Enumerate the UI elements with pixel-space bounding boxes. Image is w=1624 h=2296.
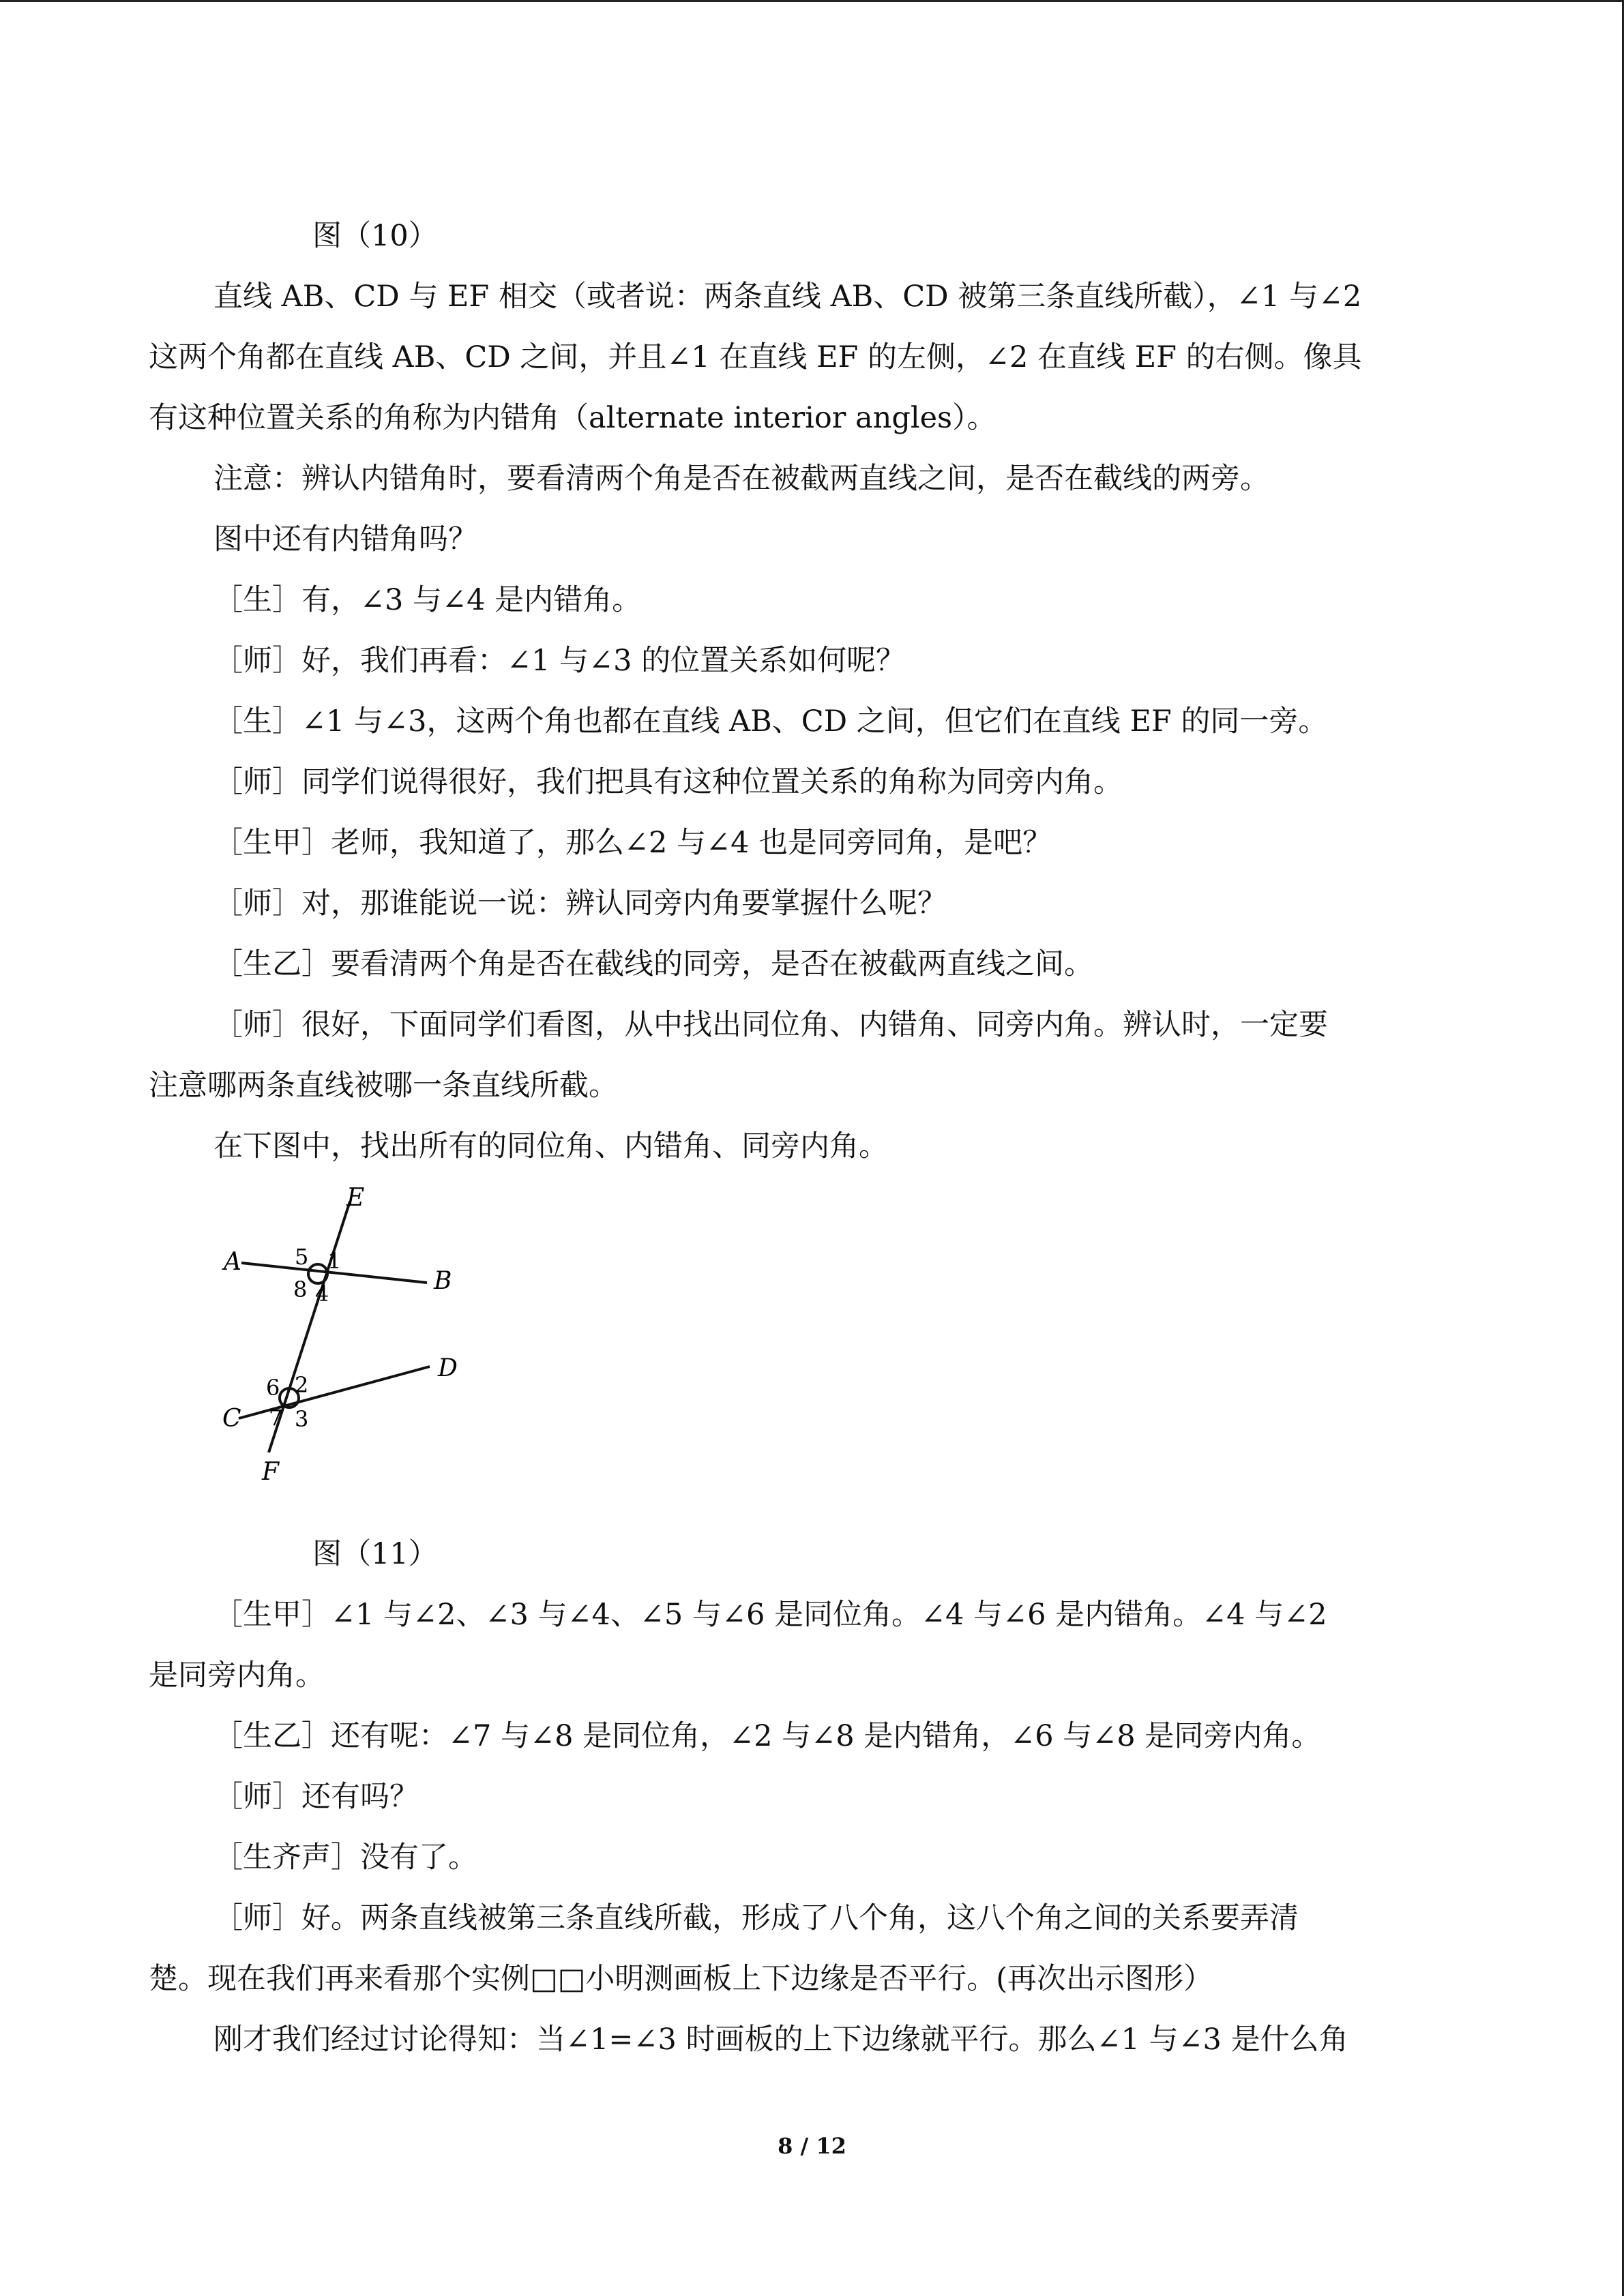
text-line: 注意哪两条直线被哪一条直线所截。 bbox=[149, 1069, 618, 1103]
angle-7: 7 bbox=[269, 1405, 283, 1431]
text-line: ［生齐声］没有了。 bbox=[213, 1840, 477, 1875]
text-line: 有这种位置关系的角称为内错角（alternate interior angles）。 bbox=[149, 401, 996, 435]
text-line: 在下图中，找出所有的同位角、内错角、同旁内角。 bbox=[213, 1129, 888, 1163]
angle-8: 8 bbox=[293, 1277, 308, 1302]
label-d: D bbox=[438, 1354, 458, 1382]
label-b: B bbox=[434, 1267, 452, 1295]
angle-2: 2 bbox=[295, 1372, 309, 1398]
transversal-diagram bbox=[210, 1187, 565, 1524]
text-line: 注意：辨认内错角时，要看清两个角是否在被截两直线之间，是否在截线的两旁。 bbox=[213, 462, 1269, 496]
angle-4: 4 bbox=[315, 1281, 329, 1307]
text-line: 直线 AB、CD 与 EF 相交（或者说：两条直线 AB、CD 被第三条直线所截），∠1 与∠2 bbox=[213, 280, 1362, 314]
text-line: ［师］很好，下面同学们看图，从中找出同位角、内错角、同旁内角。辨认时，一定要 bbox=[213, 1008, 1328, 1042]
text-line: ［师］对，那谁能说一说：辨认同旁内角要掌握什么呢？ bbox=[213, 886, 947, 921]
document-page bbox=[149, 206, 1472, 2070]
angle-3: 3 bbox=[295, 1406, 309, 1432]
text-line: ［师］同学们说得很好，我们把具有这种位置关系的角称为同旁内角。 bbox=[213, 765, 1123, 799]
label-a: A bbox=[224, 1248, 241, 1276]
text-block-after-figure bbox=[149, 1524, 1472, 2070]
text-line: 图（11） bbox=[312, 1537, 438, 1571]
angle-5: 5 bbox=[295, 1244, 309, 1270]
page-border-top bbox=[0, 0, 1624, 2]
text-line: 图中还有内错角吗？ bbox=[213, 522, 477, 556]
text-line: 图（10） bbox=[312, 219, 438, 253]
label-c: C bbox=[222, 1405, 241, 1433]
text-line: ［师］好。两条直线被第三条直线所截，形成了八个角，这八个角之间的关系要弄清 bbox=[213, 1901, 1299, 1935]
text-line: ［生乙］要看清两个角是否在截线的同旁，是否在被截两直线之间。 bbox=[213, 947, 1093, 981]
text-line: ［生］∠1 与∠3，这两个角也都在直线 AB、CD 之间，但它们在直线 EF 的同一旁。 bbox=[213, 704, 1328, 739]
text-line: ［生甲］老师，我知道了，那么∠2 与∠4 也是同旁同角，是吧？ bbox=[213, 826, 1052, 860]
angle-6: 6 bbox=[266, 1375, 280, 1401]
label-e: E bbox=[346, 1187, 365, 1212]
figure-11-diagram bbox=[210, 1187, 1472, 1524]
text-line: 这两个角都在直线 AB、CD 之间，并且∠1 在直线 EF 的左侧，∠2 在直线 EF 的右侧。像具 bbox=[149, 340, 1362, 374]
text-line: 是同旁内角。 bbox=[149, 1658, 325, 1693]
text-line: ［师］好，我们再看：∠1 与∠3 的位置关系如何呢？ bbox=[213, 644, 906, 678]
text-line: ［生乙］还有呢：∠7 与∠8 是同位角，∠2 与∠8 是内错角，∠6 与∠8 是同旁内角。 bbox=[213, 1719, 1321, 1753]
page-number: 8 / 12 bbox=[778, 2133, 846, 2159]
label-f: F bbox=[262, 1458, 279, 1486]
text-line: ［生］有，∠3 与∠4 是内错角。 bbox=[213, 583, 642, 617]
text-line: ［师］还有吗？ bbox=[213, 1780, 419, 1814]
text-block-before-figure bbox=[149, 206, 1472, 1177]
text-line: ［生甲］∠1 与∠2、∠3 与∠4、∠5 与∠6 是同位角。∠4 与∠6 是内错角。∠4 与∠2 bbox=[213, 1598, 1327, 1632]
text-line: 刚才我们经过讨论得知：当∠1=∠3 时画板的上下边缘就平行。那么∠1 与∠3 是什么角 bbox=[213, 2023, 1348, 2057]
text-line: 楚。现在我们再来看那个实例□□小明测画板上下边缘是否平行。(再次出示图形） bbox=[149, 1962, 1213, 1996]
angle-1: 1 bbox=[327, 1248, 342, 1274]
